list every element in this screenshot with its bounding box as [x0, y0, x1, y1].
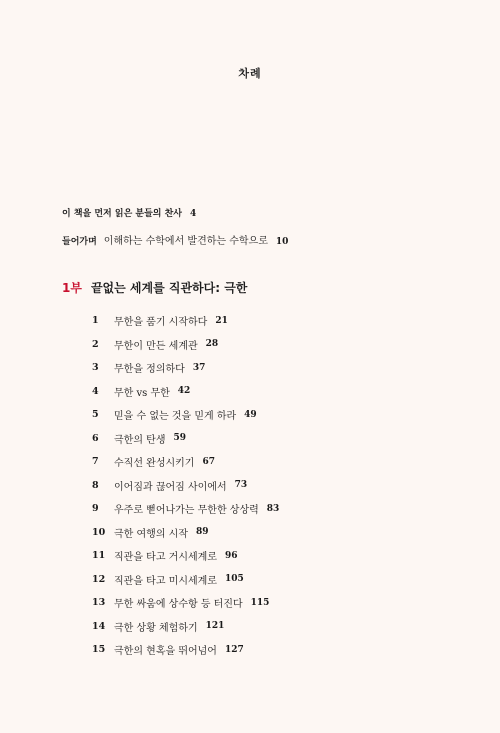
chapter-item	[92, 333, 279, 357]
chapter-title: 무한 싸움에 상수항 등 터진다	[114, 599, 243, 611]
chapter-page: 28	[205, 339, 219, 350]
front-matter-item	[62, 232, 288, 247]
chapter-page: 83	[266, 503, 280, 514]
chapter-item	[92, 544, 279, 568]
chapter-item	[92, 638, 279, 662]
chapter-item	[92, 497, 279, 521]
chapter-page: 73	[234, 480, 248, 491]
chapter-page: 59	[173, 433, 187, 444]
chapter-item	[92, 380, 279, 404]
front-matter-page: 10	[275, 237, 289, 247]
front-matter-label: 들어가며	[62, 237, 97, 247]
part-title: 끝없는 세계를 직관하다: 극한	[90, 281, 248, 295]
chapter-number: 7	[92, 456, 99, 468]
part-heading	[62, 279, 247, 296]
chapter-item	[92, 474, 279, 498]
chapter-number: 15	[92, 644, 106, 656]
chapter-number: 4	[92, 385, 99, 397]
chapter-number: 13	[92, 597, 106, 609]
chapter-page: 115	[250, 597, 270, 608]
chapter-page: 89	[195, 527, 209, 538]
chapter-item	[92, 568, 279, 592]
chapter-number: 8	[92, 479, 99, 491]
chapter-page: 127	[224, 644, 244, 655]
chapter-page: 42	[177, 386, 191, 397]
chapter-item	[92, 591, 279, 615]
chapter-list	[92, 309, 279, 662]
chapter-item	[92, 309, 279, 333]
chapter-page: 21	[215, 315, 228, 326]
toc-title: 차례	[238, 67, 262, 80]
chapter-title: 무한을 품기 시작하다	[114, 317, 208, 329]
chapter-item	[92, 450, 279, 474]
chapter-title: 수직선 완성시키기	[114, 458, 195, 470]
part-number: 1부	[62, 281, 82, 295]
chapter-page: 67	[202, 456, 215, 467]
chapter-title: 극한 상황 체험하기	[114, 622, 198, 634]
chapter-page: 37	[192, 362, 206, 373]
front-matter-page: 4	[190, 209, 197, 219]
chapter-title: 무한 vs 무한	[114, 387, 170, 399]
chapter-title: 직관을 타고 거시세계로	[114, 552, 217, 564]
chapter-item	[92, 521, 279, 545]
front-matter-text: 이해하는 수학에서 발견하는 수학으로	[103, 236, 268, 247]
chapter-number: 10	[92, 526, 106, 538]
chapter-title: 우주로 뻗어나가는 무한한 상상력	[114, 505, 259, 517]
chapter-number: 9	[92, 503, 99, 515]
chapter-page: 49	[244, 409, 257, 420]
chapter-title: 극한 여행의 시작	[114, 528, 188, 540]
front-matter-item	[62, 206, 196, 219]
chapter-page: 121	[205, 621, 225, 632]
chapter-number: 14	[92, 620, 106, 632]
chapter-item	[92, 403, 279, 427]
chapter-number: 5	[92, 409, 99, 421]
chapter-number: 2	[92, 338, 99, 350]
chapter-number: 1	[92, 315, 99, 327]
chapter-page: 96	[224, 550, 238, 561]
chapter-item	[92, 356, 279, 380]
chapter-number: 11	[92, 550, 106, 562]
chapter-item	[92, 615, 279, 639]
chapter-title: 무한이 만든 세계관	[114, 340, 198, 352]
chapter-title: 직관을 타고 미시세계로	[114, 575, 217, 587]
chapter-title: 무한을 정의하다	[114, 364, 185, 376]
chapter-title: 극한의 현혹을 뛰어넘어	[114, 646, 217, 658]
chapter-item	[92, 427, 279, 451]
chapter-title: 이어짐과 끊어짐 사이에서	[114, 481, 227, 493]
front-matter-label: 이 책을 먼저 읽은 분들의 찬사	[62, 209, 182, 219]
chapter-title: 극한의 탄생	[114, 434, 166, 446]
chapter-title: 믿을 수 없는 것을 믿게 하라	[114, 411, 237, 423]
chapter-number: 12	[92, 573, 106, 585]
chapter-number: 6	[92, 432, 99, 444]
chapter-page: 105	[224, 574, 244, 585]
chapter-number: 3	[92, 362, 99, 374]
